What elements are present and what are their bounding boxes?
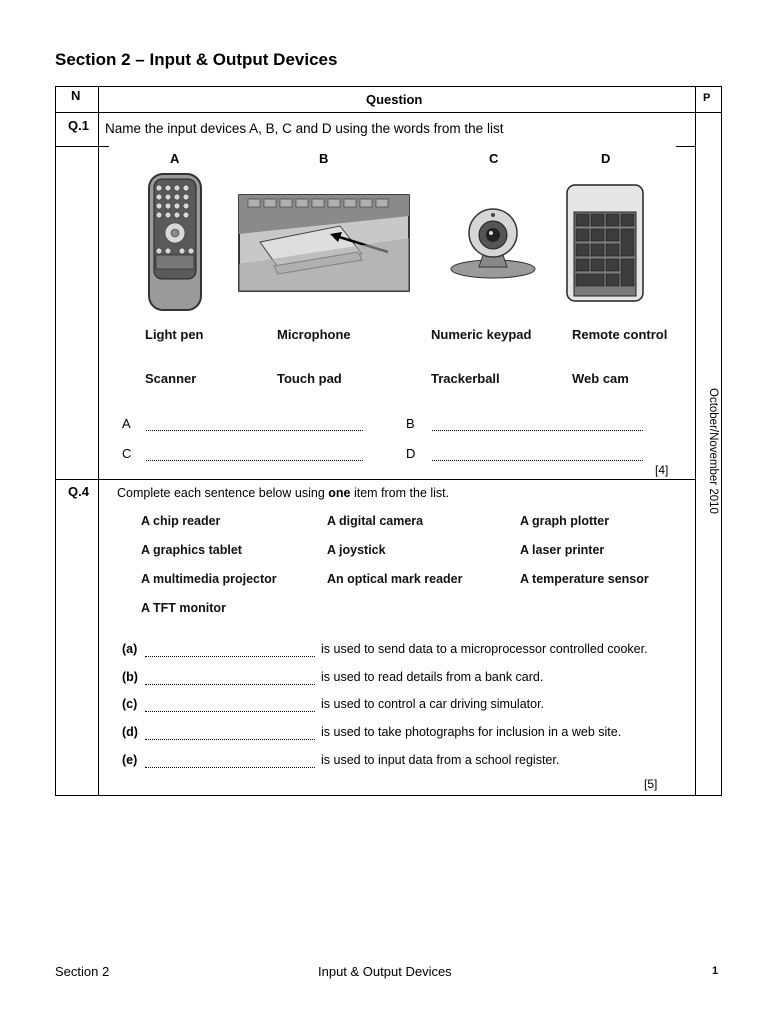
sentence-text-d: is used to take photographs for inclusion in a web site. (321, 725, 622, 739)
q1-marks: [4] (655, 463, 669, 477)
page-number: 1 (712, 965, 719, 977)
q4-option: A TFT monitor (141, 601, 226, 615)
touch-pad-image (238, 194, 410, 292)
image-label-d: D (601, 151, 611, 166)
q1-option: Trackerball (431, 371, 500, 386)
q1-option: Light pen (145, 327, 204, 342)
image-label-c: C (489, 151, 499, 166)
answer-field-a[interactable] (146, 430, 363, 431)
q1-option: Touch pad (277, 371, 342, 386)
sentence-label-e: (e) (122, 753, 138, 767)
sentence-text-c: is used to control a car driving simulator. (321, 697, 545, 711)
sentence-answer-e[interactable] (145, 767, 315, 768)
answer-field-b[interactable] (432, 430, 643, 431)
q4-marks: [5] (644, 777, 658, 791)
image-label-b: B (319, 151, 329, 166)
q1-text: Name the input devices A, B, C and D using the words from the list (105, 121, 504, 136)
q4-option: An optical mark reader (327, 572, 463, 586)
sentence-label-a: (a) (122, 642, 138, 656)
sentence-answer-b[interactable] (145, 684, 315, 685)
sentence-text-a: is used to send data to a microprocessor controlled cooker. (321, 642, 648, 656)
sentence-label-c: (c) (122, 697, 138, 711)
q1-option: Microphone (277, 327, 351, 342)
sentence-label-d: (d) (122, 725, 138, 739)
remote-control-image (146, 171, 204, 313)
q4-text: Complete each sentence below using one item from the list. (117, 486, 450, 500)
sentence-text-e: is used to input data from a school register. (321, 753, 560, 767)
header-question: Question (366, 92, 423, 107)
q1-option: Web cam (572, 371, 629, 386)
q4-option: A digital camera (327, 514, 424, 528)
exam-date-side-text: October/November 2010 (707, 388, 719, 514)
q4-option: A joystick (327, 543, 386, 557)
sentence-answer-c[interactable] (145, 711, 315, 712)
q1-option: Scanner (145, 371, 197, 386)
web-cam-image (449, 207, 537, 279)
answer-label-b: B (406, 416, 415, 431)
answer-field-c[interactable] (146, 460, 363, 461)
q4-option: A chip reader (141, 514, 221, 528)
q4-option: A laser printer (520, 543, 605, 557)
header-n: N (71, 88, 81, 103)
q1-option: Remote control (572, 327, 668, 342)
q1-option: Numeric keypad (431, 327, 532, 342)
sentence-label-b: (b) (122, 670, 138, 684)
numeric-keypad-image (566, 184, 644, 302)
answer-field-d[interactable] (432, 460, 643, 461)
q4-option: A temperature sensor (520, 572, 649, 586)
page-title: Section 2 – Input & Output Devices (55, 50, 338, 69)
q4-number: Q.4 (68, 484, 89, 499)
answer-label-d: D (406, 446, 416, 461)
q1-number: Q.1 (68, 118, 89, 133)
header-p: P (703, 92, 711, 104)
sentence-answer-d[interactable] (145, 739, 315, 740)
answer-label-c: C (122, 446, 132, 461)
sentence-text-b: is used to read details from a bank card. (321, 670, 544, 684)
footer-title: Input & Output Devices (318, 964, 452, 979)
sentence-answer-a[interactable] (145, 656, 315, 657)
image-label-a: A (170, 151, 180, 166)
answer-label-a: A (122, 416, 131, 431)
q4-option: A multimedia projector (141, 572, 277, 586)
footer-section: Section 2 (55, 964, 110, 979)
q4-option: A graphics tablet (141, 543, 242, 557)
q4-option: A graph plotter (520, 514, 610, 528)
